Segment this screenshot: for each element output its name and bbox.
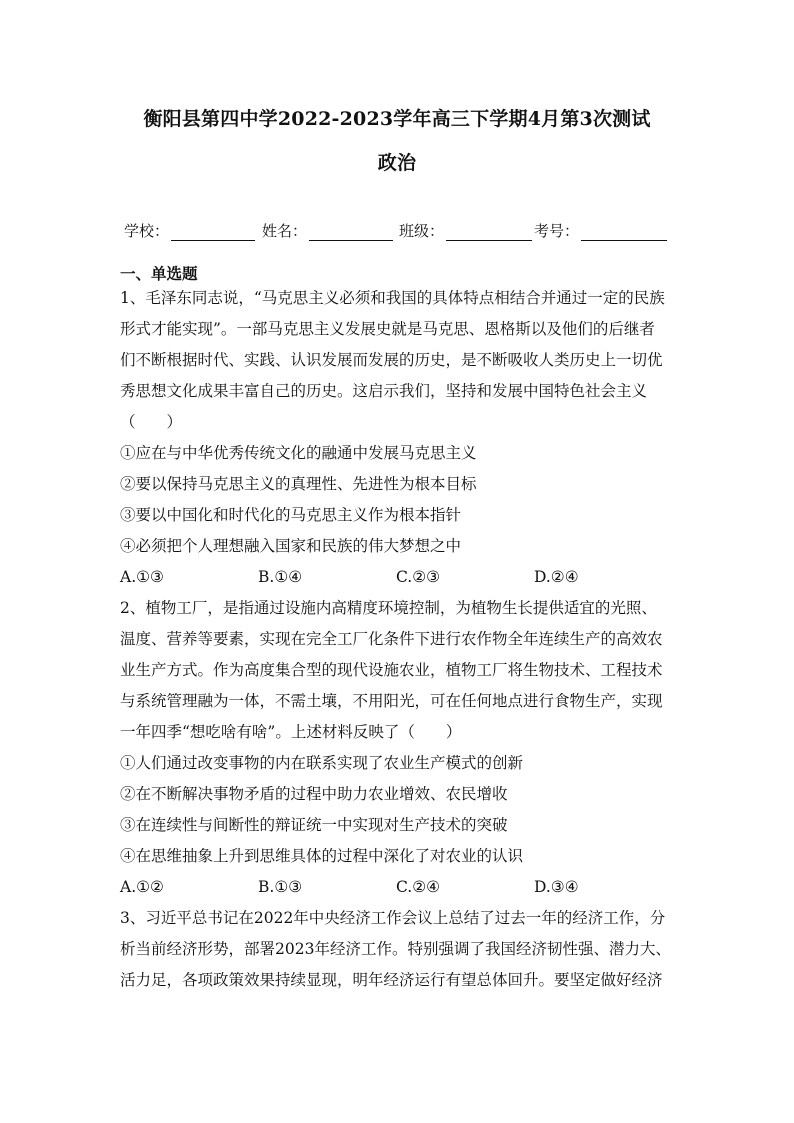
option-a[interactable]: A.①③ bbox=[120, 568, 164, 586]
option-b[interactable]: B.①③ bbox=[258, 878, 303, 896]
question-stem-line: 业生产方式。作为高度集合型的现代设施农业，植物工厂将生物技术、工程技术 bbox=[120, 661, 663, 679]
student-info-row bbox=[124, 220, 674, 244]
question-stem-line: 温度、营养等要素，实现在完全工厂化条件下进行农作物全年连续生产的高效农 bbox=[120, 630, 663, 648]
class-label: 班级： bbox=[399, 222, 445, 240]
question-1 bbox=[120, 283, 680, 562]
question-stem-line: 一年四季“想吃啥有啥”。上述材料反映了（ ） bbox=[120, 723, 462, 741]
statement-3: ③要以中国化和时代化的马克思主义作为根本指针 bbox=[120, 506, 462, 524]
class-field[interactable] bbox=[399, 220, 532, 241]
statement-2: ②要以保持马克思主义的真理性、先进性为根本目标 bbox=[120, 475, 477, 493]
question-2 bbox=[120, 593, 680, 872]
question-stem-line: 们不断根据时代、实践、认识发展而发展的历史，是不断吸收人类历史上一切优 bbox=[120, 351, 663, 369]
school-field[interactable] bbox=[124, 220, 255, 241]
question-1-options bbox=[120, 562, 680, 593]
statement-4: ④必须把个人理想融入国家和民族的伟大梦想之中 bbox=[120, 537, 462, 555]
school-blank[interactable] bbox=[171, 225, 255, 241]
statement-1: ①应在与中华优秀传统文化的融通中发展马克思主义 bbox=[120, 444, 477, 462]
question-stem-line: 2、植物工厂，是指通过设施内高精度环境控制，为植物生长提供适宜的光照、 bbox=[120, 599, 657, 617]
option-d[interactable]: D.②④ bbox=[534, 568, 579, 586]
option-c[interactable]: C.②③ bbox=[396, 568, 441, 586]
option-a[interactable]: A.①② bbox=[120, 878, 164, 896]
school-label: 学校： bbox=[124, 222, 170, 240]
question-stem-line: 1、毛泽东同志说，“马克思主义必须和我国的具体特点相结合并通过一定的民族 bbox=[120, 289, 665, 307]
number-field[interactable] bbox=[534, 220, 667, 241]
question-3 bbox=[120, 903, 680, 996]
number-blank[interactable] bbox=[581, 225, 667, 241]
class-blank[interactable] bbox=[446, 225, 532, 241]
question-stem-line: （ ） bbox=[120, 413, 183, 431]
exam-title: 衡阳县第四中学2022-2023学年高三下学期4月第3次测试 bbox=[143, 108, 651, 130]
option-b[interactable]: B.①④ bbox=[258, 568, 303, 586]
statement-4: ④在思维抽象上升到思维具体的过程中深化了对农业的认识 bbox=[120, 847, 524, 865]
question-2-options bbox=[120, 872, 680, 903]
question-stem-line: 秀思想文化成果丰富自己的历史。这启示我们，坚持和发展中国特色社会主义 bbox=[120, 382, 648, 400]
option-d[interactable]: D.③④ bbox=[534, 878, 579, 896]
name-blank[interactable] bbox=[309, 225, 393, 241]
question-stem-line: 活力足，各项政策效果持续显现，明年经济运行有望总体回升。要坚定做好经济 bbox=[120, 971, 663, 989]
name-field[interactable] bbox=[262, 220, 393, 241]
section-title: 一、单选题 bbox=[120, 264, 198, 283]
statement-1: ①人们通过改变事物的内在联系实现了农业生产模式的创新 bbox=[120, 754, 524, 772]
question-stem-line: 3、习近平总书记在2022年中央经济工作会议上总结了过去一年的经济工作，分 bbox=[120, 909, 666, 927]
option-c[interactable]: C.②④ bbox=[396, 878, 441, 896]
statement-2: ②在不断解决事物矛盾的过程中助力农业增效、农民增收 bbox=[120, 785, 508, 803]
question-stem-line: 析当前经济形势，部署2023年经济工作。特别强调了我国经济韧性强、潜力大、 bbox=[120, 940, 671, 958]
exam-subject: 政治 bbox=[377, 152, 417, 174]
statement-3: ③在连续性与间断性的辩证统一中实现对生产技术的突破 bbox=[120, 816, 508, 834]
question-stem-line: 与系统管理融为一体，不需土壤，不用阳光，可在任何地点进行食物生产，实现 bbox=[120, 692, 663, 710]
name-label: 姓名： bbox=[262, 222, 308, 240]
number-label: 考号： bbox=[534, 222, 580, 240]
question-stem-line: 形式才能实现”。一部马克思主义发展史就是马克思、恩格斯以及他们的后继者 bbox=[120, 320, 655, 338]
